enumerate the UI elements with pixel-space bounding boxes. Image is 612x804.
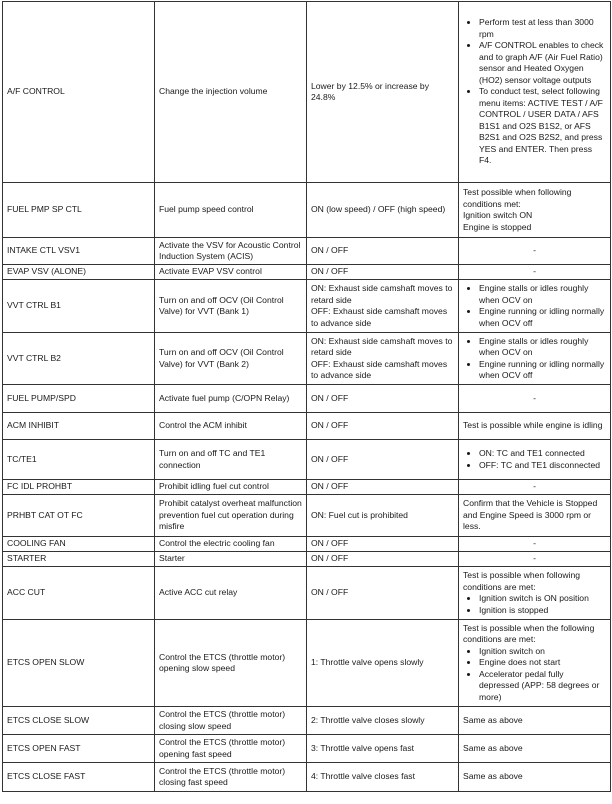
test-detail-cell: Control the ETCS (throttle motor) closing fast speed [155,763,307,792]
list-item: • Engine stalls or idles roughly when OCV on [479,283,606,306]
list-item: • Engine running or idling normally when OCV off [479,359,606,382]
test-detail-cell: Activate fuel pump (C/OPN Relay) [155,385,307,413]
note-list [463,336,606,382]
diagnostic-note-cell [459,567,611,620]
diagnostic-note-cell: - [459,537,611,552]
item-cell: ETCS CLOSE FAST [3,763,155,792]
item-cell: EVAP VSV (ALONE) [3,265,155,280]
control-range-cell: ON / OFF [307,238,459,265]
list-item: • Engine running or idling normally when OCV off [479,306,606,329]
test-detail-cell: Active ACC cut relay [155,567,307,620]
table-row [3,495,611,537]
diagnostic-note-cell: Confirm that the Vehicle is Stopped and Engine Speed is 3000 rpm or less. [459,495,611,537]
control-range-cell [307,333,459,385]
diagnostic-note-cell: - [459,552,611,567]
range-line: ON: Exhaust side camshaft moves to retard side [311,283,453,305]
diagnostic-note-cell [459,2,611,183]
diagnostic-note-cell: Test is possible while engine is idling [459,413,611,440]
note-line: Test is possible when the following conditions are met: [463,622,595,645]
active-test-table [2,1,611,792]
item-cell: ETCS OPEN SLOW [3,620,155,707]
diagnostic-note-cell: - [459,238,611,265]
control-range-cell: ON: Fuel cut is prohibited [307,495,459,537]
test-detail-cell: Change the injection volume [155,2,307,183]
control-range-cell: ON / OFF [307,552,459,567]
control-range-cell [307,280,459,333]
item-cell: INTAKE CTL VSV1 [3,238,155,265]
table-row [3,537,611,552]
note-list [463,17,606,167]
table-row [3,280,611,333]
range-line: OFF: Exhaust side camshaft moves to advance side [311,358,448,380]
table-row [3,440,611,480]
item-cell: ETCS CLOSE SLOW [3,707,155,735]
note-line: Ignition switch ON [463,210,533,220]
table-row [3,620,611,707]
list-item: • Perform test at less than 3000 rpm [479,17,606,40]
list-item: • Ignition is stopped [479,605,606,617]
diagnostic-note-cell [459,620,611,707]
range-line: OFF: Exhaust side camshaft moves to advance side [311,306,448,328]
table-row [3,763,611,792]
test-detail-cell: Control the ETCS (throttle motor) opening fast speed [155,735,307,763]
item-cell: FUEL PUMP/SPD [3,385,155,413]
list-item: • Engine does not start [479,657,606,669]
control-range-cell: ON / OFF [307,385,459,413]
control-range-cell: ON (low speed) / OFF (high speed) [307,183,459,238]
list-item: • ON: TC and TE1 connected [479,448,606,460]
note-list [463,646,606,704]
test-detail-cell: Control the electric cooling fan [155,537,307,552]
control-range-cell: 1: Throttle valve opens slowly [307,620,459,707]
list-item: • OFF: TC and TE1 disconnected [479,460,606,472]
item-cell: FUEL PMP SP CTL [3,183,155,238]
test-detail-cell: Control the ETCS (throttle motor) opening slow speed [155,620,307,707]
table-row [3,183,611,238]
test-detail-cell: Activate EVAP VSV control [155,265,307,280]
test-detail-cell: Control the ETCS (throttle motor) closing slow speed [155,707,307,735]
list-item: • Ignition switch is ON position [479,593,606,605]
test-detail-cell: Starter [155,552,307,567]
control-range-cell: ON / OFF [307,440,459,480]
test-detail-cell: Activate the VSV for Acoustic Control Induction System (ACIS) [155,238,307,265]
table-row [3,567,611,620]
diagnostic-note-cell: Same as above [459,763,611,792]
control-range-cell: 3: Throttle valve opens fast [307,735,459,763]
table-row [3,552,611,567]
table-row [3,413,611,440]
test-detail-cell: Fuel pump speed control [155,183,307,238]
test-detail-cell: Control the ACM inhibit [155,413,307,440]
table-row [3,265,611,280]
test-detail-cell: Prohibit catalyst overheat malfunction prevention fuel cut operation during misfire [155,495,307,537]
control-range-cell: ON / OFF [307,480,459,495]
list-item: • Ignition switch on [479,646,606,658]
diagnostic-note-cell [459,280,611,333]
test-detail-cell: Prohibit idling fuel cut control [155,480,307,495]
diagnostic-note-cell: Same as above [459,735,611,763]
diagnostic-note-cell: Same as above [459,707,611,735]
test-detail-cell: Turn on and off OCV (Oil Control Valve) for VVT (Bank 1) [155,280,307,333]
note-list [463,593,606,616]
table-row [3,385,611,413]
note-list [463,283,606,329]
note-line: Test is possible when following conditions are met: [463,570,581,592]
diagnostic-note-cell: - [459,265,611,280]
control-range-cell: ON / OFF [307,537,459,552]
diagnostic-note-cell: - [459,385,611,413]
item-cell: TC/TE1 [3,440,155,480]
table-row [3,735,611,763]
list-item: • Accelerator pedal fully depressed (APP: 58 degrees or more) [479,669,606,704]
control-range-cell: 2: Throttle valve closes slowly [307,707,459,735]
item-cell: ETCS OPEN FAST [3,735,155,763]
table-row [3,333,611,385]
diagnostic-note-cell [459,333,611,385]
table-row [3,238,611,265]
control-range-cell: ON / OFF [307,567,459,620]
diagnostic-note-cell: - [459,480,611,495]
list-item: • Engine stalls or idles roughly when OCV on [479,336,606,359]
control-range-cell: ON / OFF [307,413,459,440]
item-cell: ACC CUT [3,567,155,620]
item-cell: FC IDL PROHBT [3,480,155,495]
item-cell: A/F CONTROL [3,2,155,183]
item-cell: VVT CTRL B1 [3,280,155,333]
table-row [3,480,611,495]
test-detail-cell: Turn on and off OCV (Oil Control Valve) for VVT (Bank 2) [155,333,307,385]
item-cell: COOLING FAN [3,537,155,552]
diagnostic-note-cell [459,440,611,480]
test-detail-cell: Turn on and off TC and TE1 connection [155,440,307,480]
table-row [3,707,611,735]
note-list [463,448,606,471]
control-range-cell: ON / OFF [307,265,459,280]
list-item: • To conduct test, select following menu items: ACTIVE TEST / A/F CONTROL / USER DATA / AFS B1S1 and O2S B1S2, or AFS B2S1 and O2S B2S2, and press YES and ENTER. Then press F4. [479,86,606,167]
control-range-cell: Lower by 12.5% or increase by 24.8% [307,2,459,183]
note-line: Test possible when following conditions met: [463,187,572,209]
item-cell: VVT CTRL B2 [3,333,155,385]
item-cell: ACM INHIBIT [3,413,155,440]
note-line: Engine is stopped [463,221,532,232]
list-item: • A/F CONTROL enables to check and to graph A/F (Air Fuel Ratio) sensor and Heated Oxygen (HO2) sensor voltage outputs [479,40,606,86]
control-range-cell: 4: Throttle valve closes fast [307,763,459,792]
range-line: ON: Exhaust side camshaft moves to retard side [311,335,453,357]
diagnostic-note-cell [459,183,611,238]
table-row [3,2,611,183]
item-cell: STARTER [3,552,155,567]
item-cell: PRHBT CAT OT FC [3,495,155,537]
